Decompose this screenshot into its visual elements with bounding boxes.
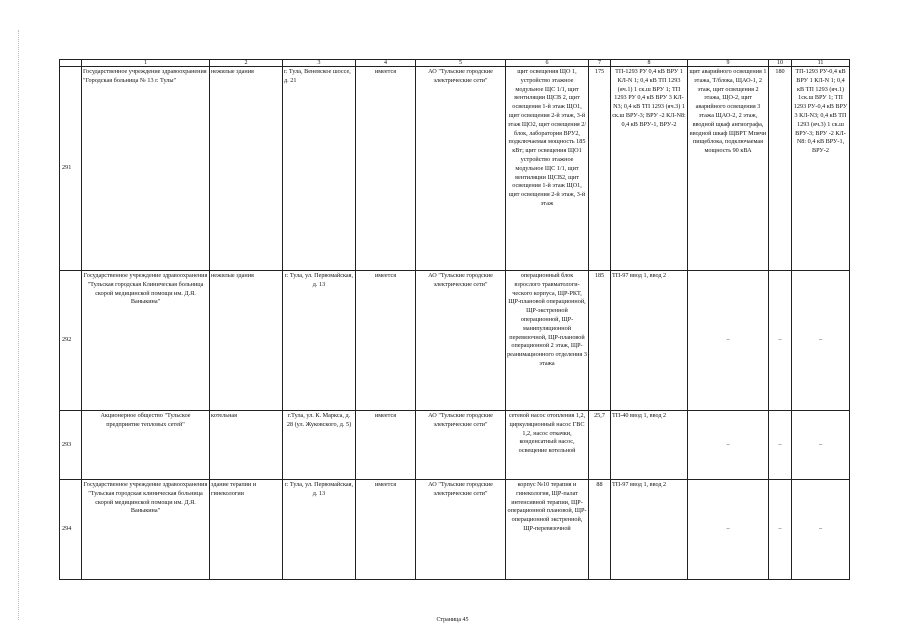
organization-cell: Государственное учреждение здравоохранения "Тульская городская Клиническая больница скорой медицинской помощи им. Д.Я. Ваныкина" <box>82 271 210 411</box>
availability-cell: имеется <box>356 67 416 271</box>
registry-table <box>59 59 850 580</box>
header-cell: 11 <box>792 60 850 67</box>
network-org-cell: АО "Тульские городские электрические сети" <box>416 271 506 411</box>
feed-cell: ТП-40 ввод 1, ввод 2 <box>611 411 688 480</box>
header-cell: 5 <box>416 60 506 67</box>
reserve-feed-cell: – <box>792 480 850 580</box>
object-type-cell: нежилые здания <box>210 67 283 271</box>
table-row <box>60 271 850 411</box>
object-type-cell: нежилые здания <box>210 271 283 411</box>
organization-cell: Акционерное общество "Тульское предприятие тепловых сетей" <box>82 411 210 480</box>
reserve-feed-cell: – <box>792 411 850 480</box>
reserve-equipment-cell: – <box>688 411 769 480</box>
row-number: 294 <box>60 480 82 580</box>
organization-cell: Государственное учреждение здравоохранения "Тульская городская клиническая больница скорой медицинской помощи им. Д.Я. Ваныкина" <box>82 480 210 580</box>
equipment-cell: сетевой насос отопления 1,2, циркуляционный насос ГВС 1,2, насос откачки, конденсатный насос, освещение котельной <box>506 411 589 480</box>
availability-cell: имеется <box>356 271 416 411</box>
feed-cell: ТП-1293 РУ 0,4 кВ ВРУ 1 КЛ-N 1; 0,4 кВ ТП 1293 (яч.1) 1 ск.ш ВРУ 1; ТП 1293 РУ 0,4 кВ ВРУ 3 КЛ-N3; 0,4 кВ ТП 1293 (яч.3) 1 ск.ш ВРУ-3; ВРУ -2 КЛ-N8: 0,4 кВ ВРУ-1, ВРУ-2 <box>611 67 688 271</box>
availability-cell: имеется <box>356 411 416 480</box>
header-cell: 4 <box>356 60 416 67</box>
header-num-cell <box>60 60 82 67</box>
object-type-cell: здание терапии и гинекологии <box>210 480 283 580</box>
network-org-cell: АО "Тульские городские электрические сети" <box>416 411 506 480</box>
power-cell: 175 <box>589 67 611 271</box>
feed-cell: ТП-97 ввод 1, ввод 2 <box>611 271 688 411</box>
row-number: 291 <box>60 67 82 271</box>
reserve-power-cell: – <box>769 411 792 480</box>
reserve-feed-cell: ТП-1293 РУ-0,4 кВ ВРУ 1 КЛ-N 1; 0,4 кВ ТП 1293 (яч.1) 1ск.ш ВРУ 1; ТП 1293 РУ-0,4 кВ ВРУ 3 КЛ-N3; 0,4 кВ ТП 1293 (яч.3) 1 ск.ш ВРУ-3; ВРУ -2 КЛ-N8: 0,4 кВ ВРУ-1, ВРУ-2 <box>792 67 850 271</box>
address-cell: г. Тула, ул. Первомайская, д. 13 <box>283 480 356 580</box>
network-org-cell: АО "Тульские городские электрические сети" <box>416 67 506 271</box>
equipment-cell: операционный блок взрослого травматологи-ческого корпуса, ЩР-РКТ, ЩР-плановой операционной, ЩР-экстренной операционной, ЩР-манипуляционной перевязочной, ЩР-плановой операционной 2 этаж, ЩР-реанимационного отделения 3 этажа <box>506 271 589 411</box>
header-row <box>60 60 850 67</box>
table-row <box>60 480 850 580</box>
power-cell: 88 <box>589 480 611 580</box>
header-cell: 1 <box>82 60 210 67</box>
table-row <box>60 411 850 480</box>
address-cell: г. Тула, ул. Первомайская, д. 13 <box>283 271 356 411</box>
power-cell: 25,7 <box>589 411 611 480</box>
reserve-equipment-cell: – <box>688 480 769 580</box>
header-cell: 10 <box>769 60 792 67</box>
object-type-cell: котельная <box>210 411 283 480</box>
equipment-cell: щит освещения ЩО 1, устройство этажное модульное ЩС 1/1, щит вентиляции ЩСВ 2, щит освещения 1-й этаж ЩО1, щит освещения 2-й этаж, 3-й этаж ЩО2, щит освещения 2/блок, лаборатория ВРУ2, подключаемая мощность 185 кВт; щит освещения ЩО1 устройство этажное модульное ЩС 1/1, щит вентиляции ЩСВ2, щит освещения 1-й этаж ЩО1, щит освещения 2-й этаж, 3-й этаж <box>506 67 589 271</box>
row-number: 292 <box>60 271 82 411</box>
address-cell: г.Тула, ул. К. Маркса, д. 28 (ул. Жуковского, д. 5) <box>283 411 356 480</box>
equipment-cell: корпус №10 терапия и гинекология, ЩР-палат интенсивной терапии, ЩР-операционной плановой, ЩР-операционной экстренной, ЩР-перевязочной <box>506 480 589 580</box>
header-cell: 7 <box>589 60 611 67</box>
header-cell: 9 <box>688 60 769 67</box>
reserve-power-cell: 180 <box>769 67 792 271</box>
row-number: 293 <box>60 411 82 480</box>
binding-margin-line <box>18 30 20 620</box>
header-cell: 6 <box>506 60 589 67</box>
feed-cell: ТП-97 ввод 1, ввод 2 <box>611 480 688 580</box>
reserve-equipment-cell: щит аварийного освещения 1 этажа, Т/блока, ЩАО-1, 2 этаж, щит освещения 2 этажа, ЩО-2, щит аварийного освещения 3 этажа ЩАО-2, 2 этаж, вводной щкаф ангиографа, вводной шкаф ЩВРТ Мпячи пищеблока, подключаемая мощность 90 кВА <box>688 67 769 271</box>
address-cell: г. Тула, Веневское шоссе, д. 21 <box>283 67 356 271</box>
header-cell: 8 <box>611 60 688 67</box>
header-cell: 3 <box>283 60 356 67</box>
header-cell: 2 <box>210 60 283 67</box>
availability-cell: имеется <box>356 480 416 580</box>
reserve-power-cell: – <box>769 480 792 580</box>
power-cell: 185 <box>589 271 611 411</box>
network-org-cell: АО "Тульские городские электрические сети" <box>416 480 506 580</box>
reserve-feed-cell: – <box>792 271 850 411</box>
page-number: Страница 45 <box>436 617 469 623</box>
organization-cell: Государственное учреждение здравоохранения "Городская больница № 13 г. Тулы" <box>82 67 210 271</box>
table-row <box>60 67 850 271</box>
reserve-equipment-cell: – <box>688 271 769 411</box>
reserve-power-cell: – <box>769 271 792 411</box>
